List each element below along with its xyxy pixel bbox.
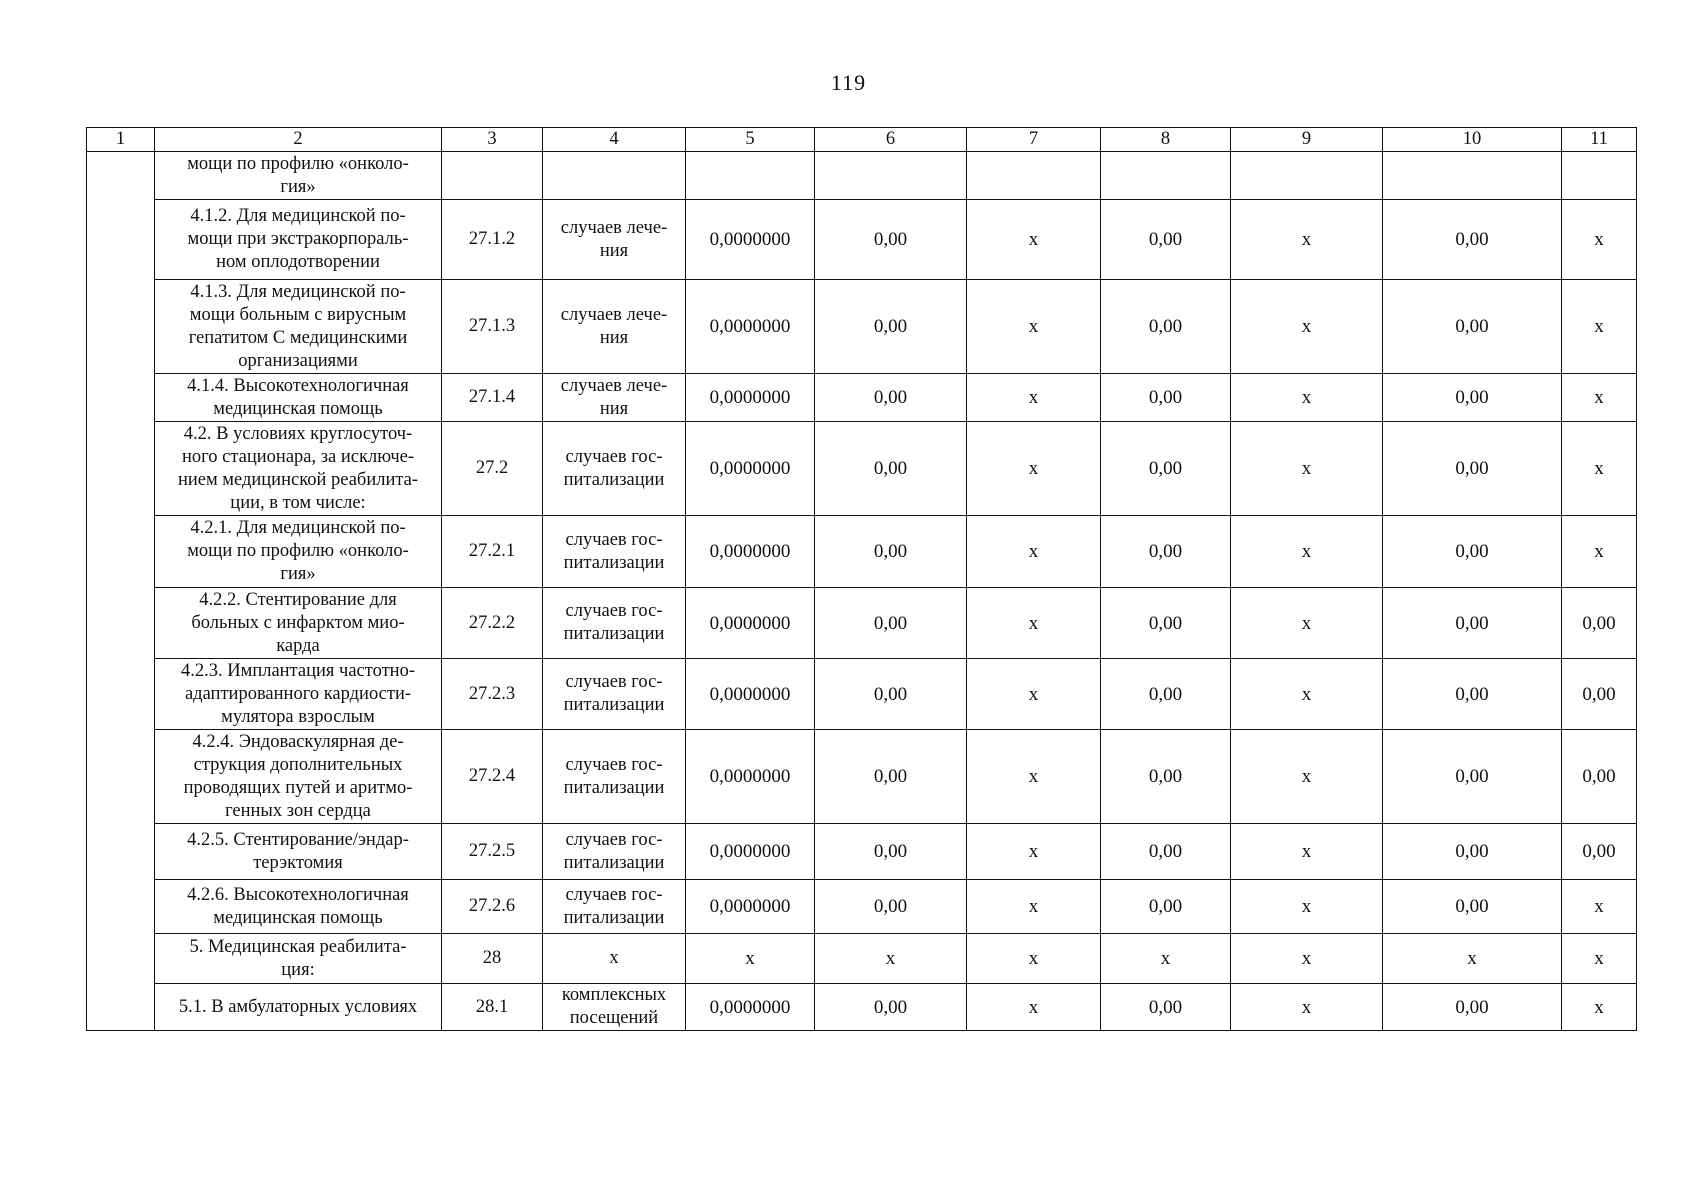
col11-value [1562,152,1637,200]
col11-value: х [1562,880,1637,934]
col7-value: х [967,422,1101,516]
col11-value: х [1562,374,1637,422]
unit-of-measure: случаев лече- ния [543,200,686,280]
col11-value: х [1562,422,1637,516]
col7-value: х [967,880,1101,934]
table-row [87,588,1637,659]
row-code: 27.2 [442,422,543,516]
unit-of-measure: случаев гос- питализации [543,516,686,588]
col5-value [686,152,815,200]
col10-value: 0,00 [1383,588,1562,659]
column-number: 2 [155,128,442,152]
row-description: 4.2.6. Высокотехнологичная медицинская помощь [155,880,442,934]
table-row [87,280,1637,374]
table-row [87,934,1637,984]
col6-value: 0,00 [815,200,967,280]
col6-value: 0,00 [815,422,967,516]
column-number: 6 [815,128,967,152]
column-number: 10 [1383,128,1562,152]
col6-value: 0,00 [815,516,967,588]
col9-value: х [1231,880,1383,934]
row-description: 4.1.3. Для медицинской по- мощи больным с вирусным гепатитом С медицинскими организациями [155,280,442,374]
column-number: 3 [442,128,543,152]
col11-value: х [1562,934,1637,984]
row-description: 4.2.4. Эндоваскулярная де- струкция дополнительных проводящих путей и аритмо- генных зон сердца [155,730,442,824]
col7-value: х [967,730,1101,824]
row-code: 27.2.5 [442,824,543,880]
col5-value: 0,0000000 [686,280,815,374]
col11-value: 0,00 [1562,824,1637,880]
col9-value: х [1231,934,1383,984]
col6-value: 0,00 [815,374,967,422]
table-row [87,152,1637,200]
col8-value: 0,00 [1101,984,1231,1031]
table-row [87,516,1637,588]
col10-value: 0,00 [1383,984,1562,1031]
row-code: 27.2.3 [442,659,543,730]
col6-value: 0,00 [815,659,967,730]
col8-value: 0,00 [1101,280,1231,374]
col8-value: 0,00 [1101,588,1231,659]
col5-value: 0,0000000 [686,659,815,730]
unit-of-measure: случаев лече- ния [543,374,686,422]
col7-value: х [967,934,1101,984]
col5-value: 0,0000000 [686,824,815,880]
col5-value: 0,0000000 [686,588,815,659]
unit-of-measure: случаев лече- ния [543,280,686,374]
unit-of-measure: случаев гос- питализации [543,824,686,880]
col8-value: 0,00 [1101,200,1231,280]
row-description: 4.2.1. Для медицинской по- мощи по профилю «онколо- гия» [155,516,442,588]
col11-value: 0,00 [1562,659,1637,730]
col7-value: х [967,984,1101,1031]
table-row [87,824,1637,880]
col10-value: 0,00 [1383,730,1562,824]
col11-value: х [1562,280,1637,374]
col5-value: 0,0000000 [686,200,815,280]
col8-value [1101,152,1231,200]
unit-of-measure: случаев гос- питализации [543,588,686,659]
col9-value: х [1231,588,1383,659]
unit-of-measure: случаев гос- питализации [543,659,686,730]
col9-value: х [1231,516,1383,588]
col8-value: 0,00 [1101,730,1231,824]
column-number: 7 [967,128,1101,152]
row-description: 5. Медицинская реабилита- ция: [155,934,442,984]
row-group-cell [87,152,155,1031]
col10-value: 0,00 [1383,659,1562,730]
row-code: 27.1.3 [442,280,543,374]
data-table [86,127,1637,1031]
unit-of-measure: х [543,934,686,984]
column-number: 1 [87,128,155,152]
table-row [87,374,1637,422]
col7-value: х [967,516,1101,588]
col10-value: х [1383,934,1562,984]
col11-value: 0,00 [1562,588,1637,659]
row-description: 4.1.2. Для медицинской по- мощи при экстракорпораль- ном оплодотворении [155,200,442,280]
col6-value: 0,00 [815,984,967,1031]
col7-value: х [967,659,1101,730]
column-number: 11 [1562,128,1637,152]
table-row [87,422,1637,516]
col7-value [967,152,1101,200]
col10-value: 0,00 [1383,200,1562,280]
col9-value: х [1231,730,1383,824]
col6-value: 0,00 [815,280,967,374]
col11-value: 0,00 [1562,730,1637,824]
col9-value: х [1231,280,1383,374]
table-row [87,730,1637,824]
unit-of-measure: случаев гос- питализации [543,422,686,516]
col10-value: 0,00 [1383,374,1562,422]
col9-value: х [1231,824,1383,880]
row-code: 28 [442,934,543,984]
table-row [87,200,1637,280]
col10-value [1383,152,1562,200]
col10-value: 0,00 [1383,516,1562,588]
col5-value: х [686,934,815,984]
col5-value: 0,0000000 [686,374,815,422]
unit-of-measure [543,152,686,200]
col8-value: 0,00 [1101,374,1231,422]
col5-value: 0,0000000 [686,516,815,588]
row-code: 27.2.4 [442,730,543,824]
unit-of-measure: случаев гос- питализации [543,730,686,824]
col10-value: 0,00 [1383,880,1562,934]
col8-value: 0,00 [1101,516,1231,588]
col9-value: х [1231,374,1383,422]
col11-value: х [1562,984,1637,1031]
col9-value: х [1231,984,1383,1031]
row-code: 27.2.6 [442,880,543,934]
col5-value: 0,0000000 [686,730,815,824]
unit-of-measure: случаев гос- питализации [543,880,686,934]
row-description: 4.1.4. Высокотехнологичная медицинская помощь [155,374,442,422]
col11-value: х [1562,516,1637,588]
col8-value: 0,00 [1101,824,1231,880]
row-description: 4.2.5. Стентирование/эндар- терэктомия [155,824,442,880]
column-number: 9 [1231,128,1383,152]
col9-value: х [1231,422,1383,516]
col9-value: х [1231,200,1383,280]
row-description: 4.2.3. Имплантация частотно- адаптированного кардиости- мулятора взрослым [155,659,442,730]
col11-value: х [1562,200,1637,280]
column-number: 4 [543,128,686,152]
col6-value [815,152,967,200]
col10-value: 0,00 [1383,824,1562,880]
col8-value: х [1101,934,1231,984]
table-row [87,984,1637,1031]
row-description: 5.1. В амбулаторных условиях [155,984,442,1031]
column-number: 8 [1101,128,1231,152]
row-code: 27.2.1 [442,516,543,588]
table-row [87,880,1637,934]
row-description: 4.2. В условиях круглосуточ- ного стационара, за исключе- нием медицинской реабилита- ции, в том числе: [155,422,442,516]
col7-value: х [967,588,1101,659]
col6-value: х [815,934,967,984]
column-number-row [87,128,1637,152]
col8-value: 0,00 [1101,880,1231,934]
col7-value: х [967,280,1101,374]
col6-value: 0,00 [815,588,967,659]
row-code: 28.1 [442,984,543,1031]
column-number: 5 [686,128,815,152]
col5-value: 0,0000000 [686,880,815,934]
col5-value: 0,0000000 [686,984,815,1031]
row-description: мощи по профилю «онколо- гия» [155,152,442,200]
col10-value: 0,00 [1383,280,1562,374]
col6-value: 0,00 [815,880,967,934]
col5-value: 0,0000000 [686,422,815,516]
col10-value: 0,00 [1383,422,1562,516]
row-code: 27.1.4 [442,374,543,422]
row-description: 4.2.2. Стентирование для больных с инфарктом мио- карда [155,588,442,659]
col9-value [1231,152,1383,200]
table-row [87,659,1637,730]
col6-value: 0,00 [815,824,967,880]
col9-value: х [1231,659,1383,730]
row-code: 27.2.2 [442,588,543,659]
unit-of-measure: комплексных посещений [543,984,686,1031]
col7-value: х [967,824,1101,880]
row-code [442,152,543,200]
page-number: 119 [830,70,867,95]
row-code: 27.1.2 [442,200,543,280]
col7-value: х [967,374,1101,422]
col7-value: х [967,200,1101,280]
col6-value: 0,00 [815,730,967,824]
col8-value: 0,00 [1101,659,1231,730]
col8-value: 0,00 [1101,422,1231,516]
